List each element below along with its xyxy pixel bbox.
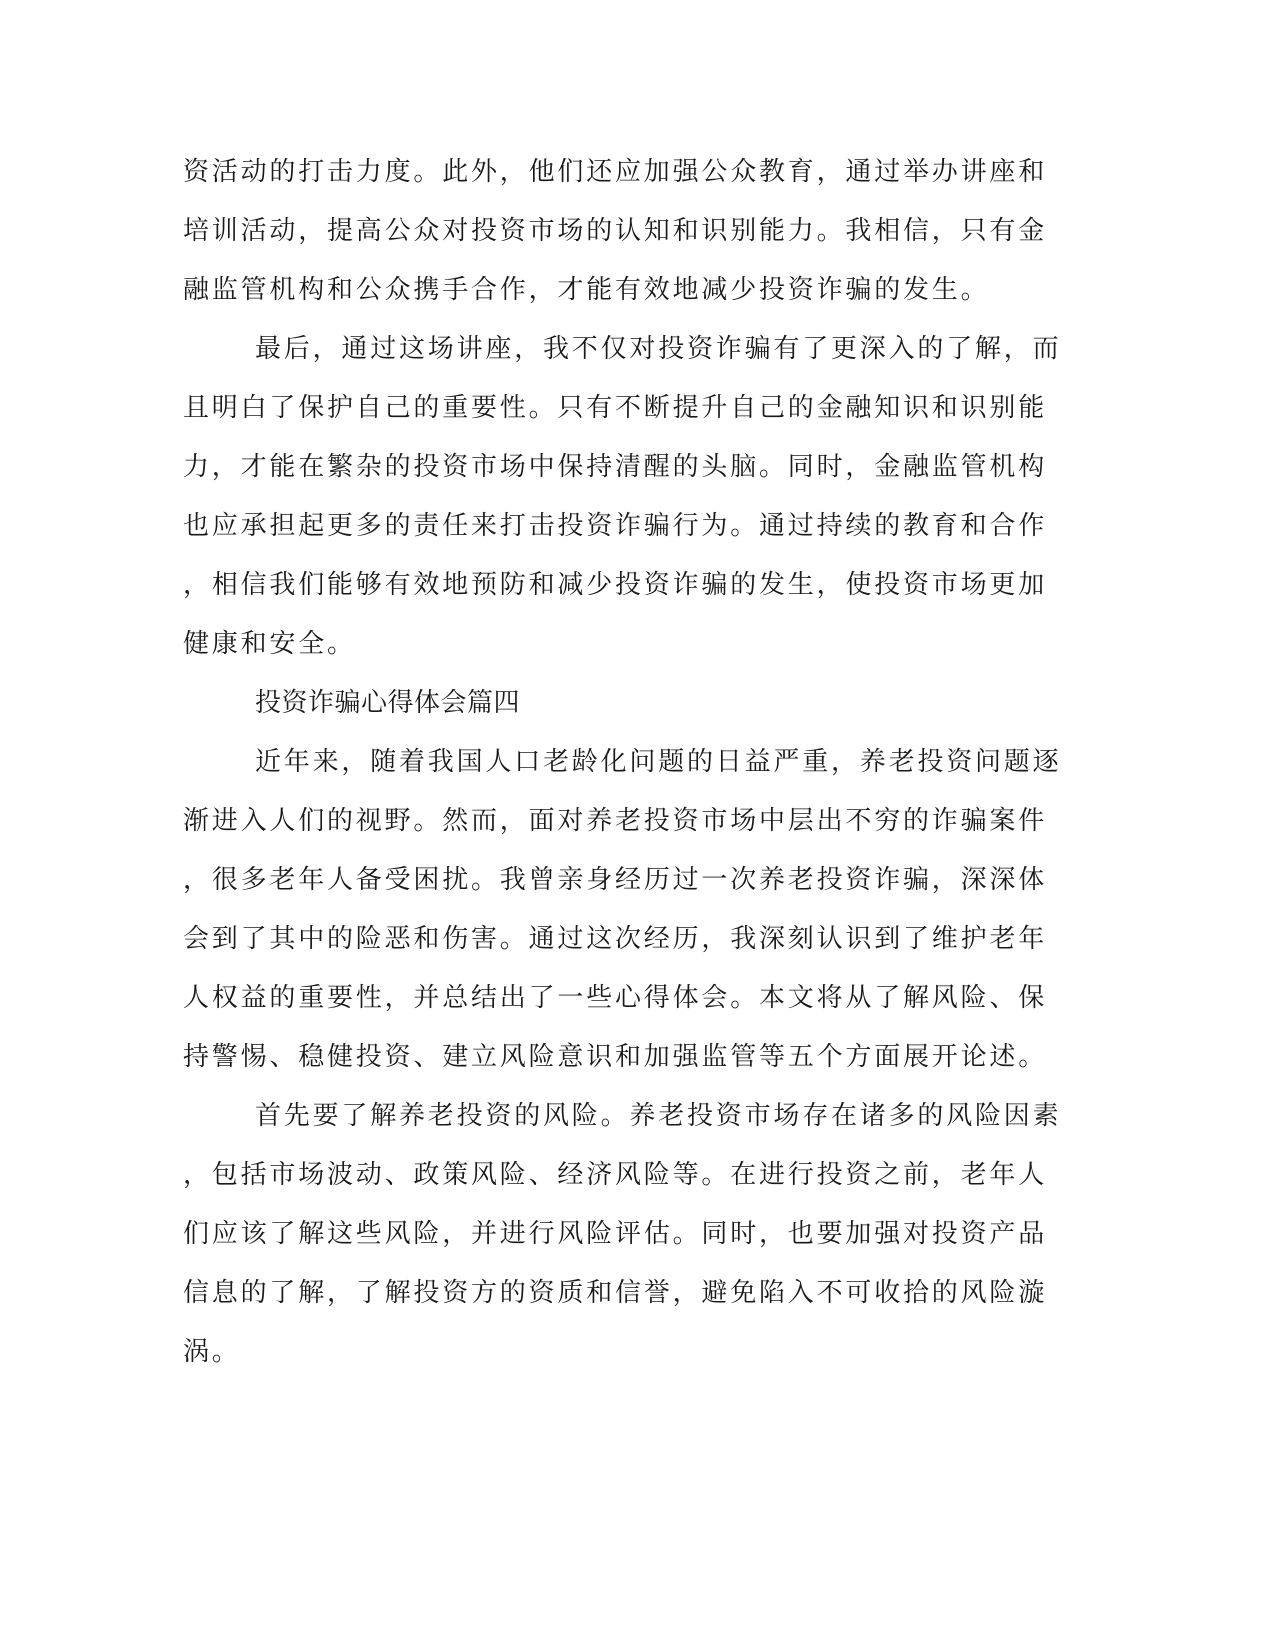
text-line: 信息的了解，了解投资方的资质和信誉，避免陷入不可收拾的风险漩 bbox=[183, 1278, 1048, 1308]
paragraph-first-line: 最后，通过这场讲座，我不仅对投资诈骗有了更深入的了解，而 bbox=[255, 334, 1062, 364]
text-line: 会到了其中的险恶和伤害。通过这次经历，我深刻认识到了维护老年 bbox=[183, 924, 1048, 954]
text-line: 们应该了解这些风险，并进行风险评估。同时，也要加强对投资产品 bbox=[183, 1219, 1048, 1249]
text-line: 资活动的打击力度。此外，他们还应加强公众教育，通过举办讲座和 bbox=[183, 157, 1048, 187]
paragraph-first-line: 首先要了解养老投资的风险。养老投资市场存在诸多的风险因素 bbox=[255, 1101, 1062, 1131]
text-line: 力，才能在繁杂的投资市场中保持清醒的头脑。同时，金融监管机构 bbox=[183, 452, 1048, 482]
text-line: 且明白了保护自己的重要性。只有不断提升自己的金融知识和识别能 bbox=[183, 393, 1048, 423]
text-line: 培训活动，提高公众对投资市场的认知和识别能力。我相信，只有金 bbox=[183, 216, 1048, 246]
text-line: 健康和安全。 bbox=[183, 629, 356, 659]
paragraph-first-line: 近年来，随着我国人口老龄化问题的日益严重，养老投资问题逐 bbox=[255, 747, 1062, 777]
text-line: 也应承担起更多的责任来打击投资诈骗行为。通过持续的教育和合作 bbox=[183, 511, 1048, 541]
text-line: 人权益的重要性，并总结出了一些心得体会。本文将从了解风险、保 bbox=[183, 983, 1048, 1013]
text-line: ，很多老年人备受困扰。我曾亲身经历过一次养老投资诈骗，深深体 bbox=[183, 865, 1048, 895]
text-line: 持警惕、稳健投资、建立风险意识和加强监管等五个方面展开论述。 bbox=[183, 1042, 1048, 1072]
section-heading: 投资诈骗心得体会篇四 bbox=[255, 688, 521, 718]
text-line: 渐进入人们的视野。然而，面对养老投资市场中层出不穷的诈骗案件 bbox=[183, 806, 1048, 836]
text-line: ，相信我们能够有效地预防和减少投资诈骗的发生，使投资市场更加 bbox=[183, 570, 1048, 600]
text-line: ，包括市场波动、政策风险、经济风险等。在进行投资之前，老年人 bbox=[183, 1160, 1048, 1190]
text-line: 融监管机构和公众携手合作，才能有效地减少投资诈骗的发生。 bbox=[183, 275, 990, 305]
document-body bbox=[183, 157, 1062, 1397]
text-line: 涡。 bbox=[183, 1337, 241, 1367]
